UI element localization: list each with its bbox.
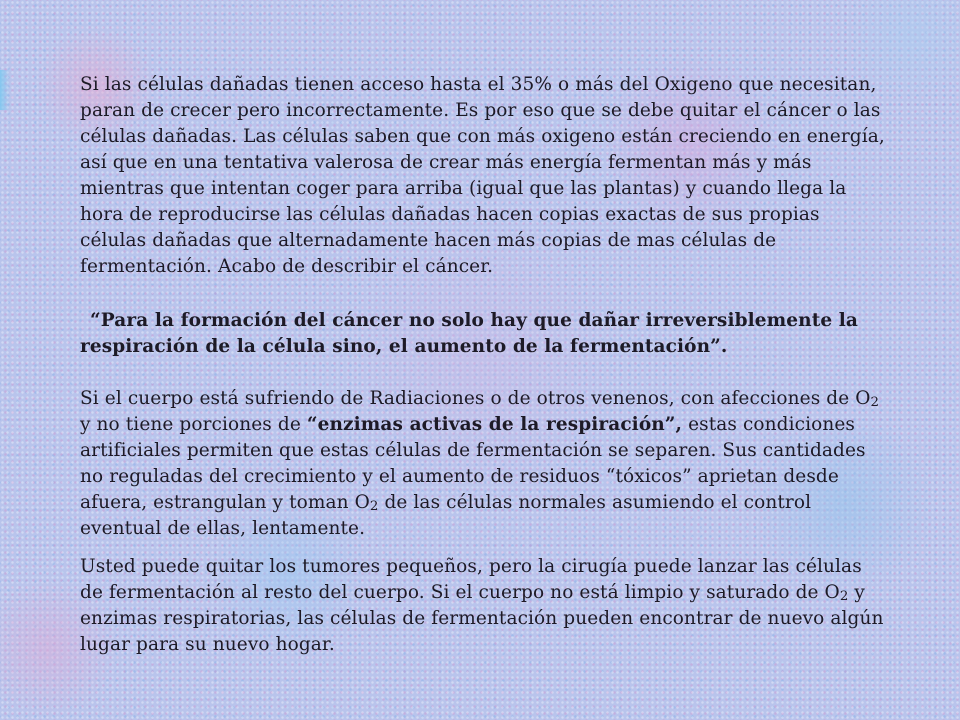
p3-subscript-2: 2 (369, 498, 379, 514)
p3-text-c: estas condiciones artificiales permiten que estas células de fermentación se separen. Sus cantidades no reguladas del crecimiento y el aumento de residuos “tóxicos” aprietan desde afuera, estrangulan y toman O (80, 414, 866, 513)
p4-subscript: 2 (839, 588, 849, 604)
p3-text-b: y no tiene porciones de (80, 414, 307, 435)
p4-text-b: y enzimas respiratorias, las células de fermentación pueden encontrar de nuevo algún lugar para su nuevo hogar. (80, 582, 884, 655)
paragraph-surgery (80, 554, 890, 658)
paragraph-oxygen-damaged-cells: Si las células dañadas tienen acceso hasta el 35% o más del Oxigeno que necesitan, paran de crecer pero incorrectamente. Es por eso que se debe quitar el cáncer o las células dañadas. Las células saben que con más oxigeno están creciendo en energía, así que en una tentativa valerosa de crear más energía fermentan más y más mientras que intentan coger para arriba (igual que las plantas) y cuando llega la hora de reproducirse las células dañadas hacen copias exactas de sus propias células dañadas que alternadamente hacen más copias de mas células de fermentación. Acabo de describir el cáncer. (80, 74, 885, 277)
paragraph-radiation-poisons (80, 386, 890, 542)
edge-glow (0, 70, 10, 110)
p4-text-a: Usted puede quitar los tumores pequeños, pero la cirugía puede lanzar las células de fermentación al resto del cuerpo. Si el cuerpo no está limpio y saturado de O (80, 556, 862, 603)
quote-cancer-formation: “Para la formación del cáncer no solo hay que dañar irreversiblemente la respiración de la célula sino, el aumento de la fermentación”. (80, 310, 858, 357)
p3-text-a: Si el cuerpo está sufriendo de Radiaciones o de otros venenos, con afecciones de O (80, 388, 871, 409)
p3-bold-enzymes: “enzimas activas de la respiración”, (306, 414, 683, 435)
p3-subscript-1: 2 (870, 394, 880, 410)
p3-text-d: de las células normales asumiendo el control eventual de ellas, lentamente. (80, 492, 812, 539)
